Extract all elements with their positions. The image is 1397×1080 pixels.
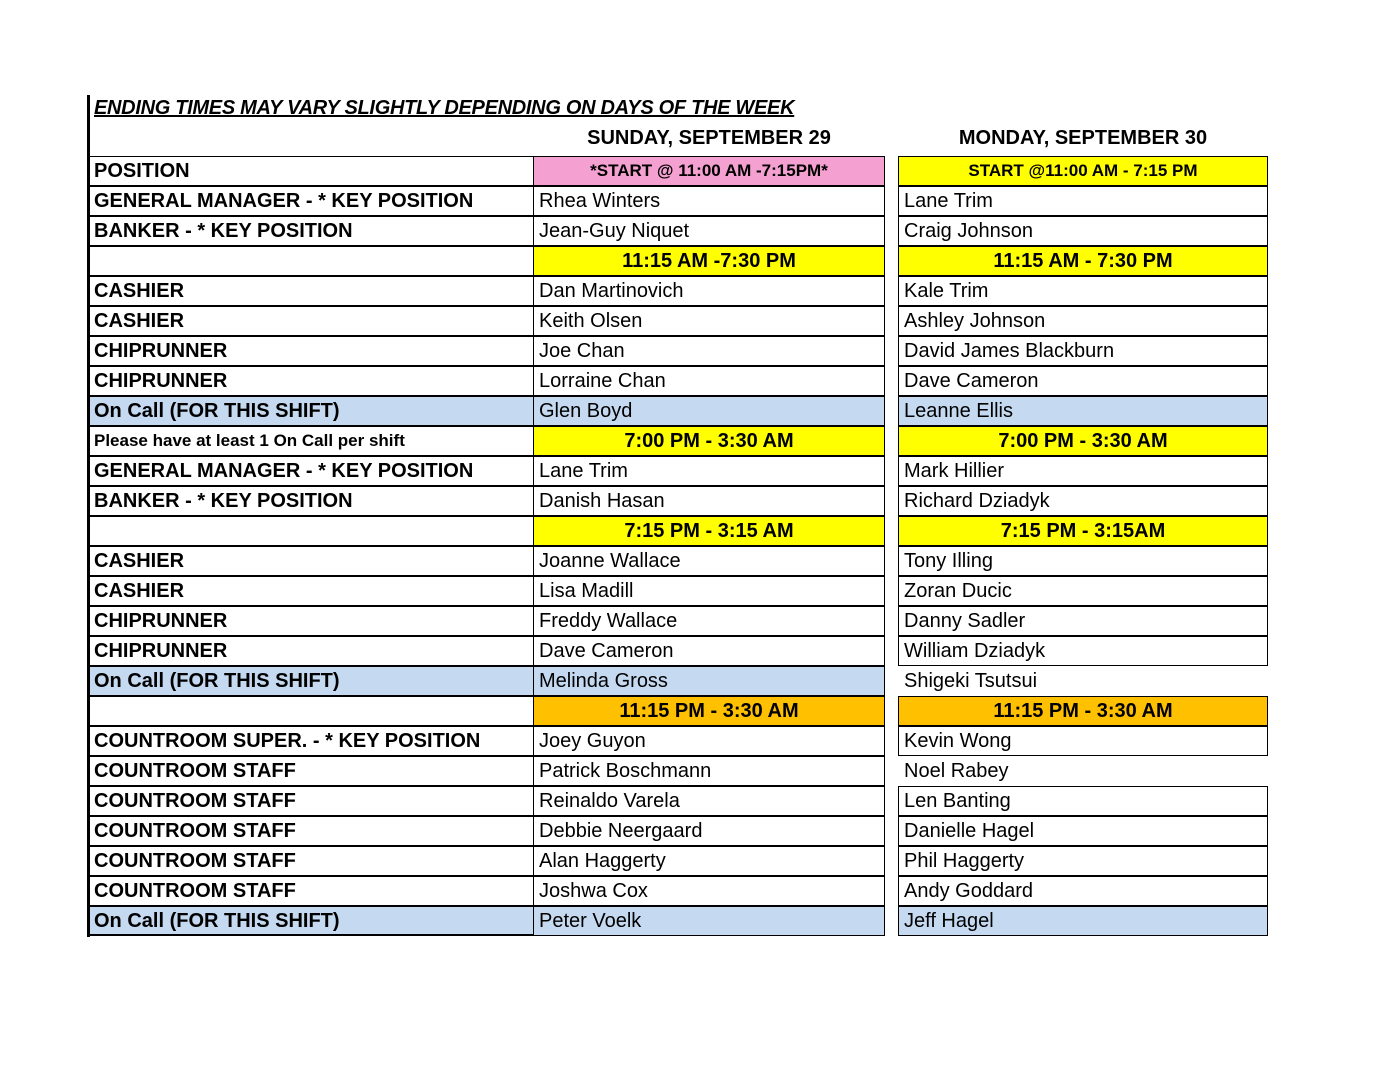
position-cell <box>90 696 534 726</box>
position-cell: GENERAL MANAGER - * KEY POSITION <box>90 456 534 486</box>
sunday-staff-cell: Alan Haggerty <box>533 846 885 876</box>
sunday-staff-cell: Patrick Boschmann <box>533 756 885 786</box>
position-cell: COUNTROOM STAFF <box>90 756 534 786</box>
position-cell: On Call (FOR THIS SHIFT) <box>90 666 534 696</box>
position-cell: CHIPRUNNER <box>90 336 534 366</box>
monday-shift-time: 7:15 PM - 3:15AM <box>898 516 1268 546</box>
sunday-staff-cell: Dan Martinovich <box>533 276 885 306</box>
monday-staff-cell: Phil Haggerty <box>898 846 1268 876</box>
position-cell: COUNTROOM SUPER. - * KEY POSITION <box>90 726 534 756</box>
sunday-shift-time: *START @ 11:00 AM -7:15PM* <box>533 156 885 186</box>
sunday-shift-time: 11:15 PM - 3:30 AM <box>533 696 885 726</box>
monday-staff-cell: Kevin Wong <box>898 726 1268 756</box>
monday-shift-time: 11:15 AM - 7:30 PM <box>898 246 1268 276</box>
sunday-staff-cell: Lisa Madill <box>533 576 885 606</box>
sunday-staff-cell: Freddy Wallace <box>533 606 885 636</box>
position-cell: BANKER - * KEY POSITION <box>90 486 534 516</box>
position-cell: Please have at least 1 On Call per shift <box>90 426 534 456</box>
sunday-shift-time: 7:00 PM - 3:30 AM <box>533 426 885 456</box>
position-cell: POSITION <box>90 156 534 186</box>
sunday-staff-cell: Reinaldo Varela <box>533 786 885 816</box>
monday-staff-cell: Zoran Ducic <box>898 576 1268 606</box>
monday-staff-cell: Richard Dziadyk <box>898 486 1268 516</box>
position-cell <box>90 516 534 546</box>
position-cell: COUNTROOM STAFF <box>90 876 534 906</box>
sunday-staff-cell: Dave Cameron <box>533 636 885 666</box>
sunday-shift-time: 7:15 PM - 3:15 AM <box>533 516 885 546</box>
monday-staff-cell: Tony Illing <box>898 546 1268 576</box>
monday-staff-cell: Len Banting <box>898 786 1268 816</box>
page-title: ENDING TIMES MAY VARY SLIGHTLY DEPENDING ON DAYS OF THE WEEK <box>94 97 795 119</box>
sunday-staff-cell: Joanne Wallace <box>533 546 885 576</box>
sunday-staff-cell: Joshwa Cox <box>533 876 885 906</box>
sunday-staff-cell: Keith Olsen <box>533 306 885 336</box>
sunday-shift-time: 11:15 AM -7:30 PM <box>533 246 885 276</box>
position-cell: On Call (FOR THIS SHIFT) <box>90 906 534 936</box>
position-cell: COUNTROOM STAFF <box>90 786 534 816</box>
sunday-staff-cell: Danish Hasan <box>533 486 885 516</box>
sunday-staff-cell: Debbie Neergaard <box>533 816 885 846</box>
sunday-staff-cell: Lorraine Chan <box>533 366 885 396</box>
monday-staff-cell: Jeff Hagel <box>898 906 1268 936</box>
sunday-staff-cell: Glen Boyd <box>533 396 885 426</box>
monday-staff-cell: Andy Goddard <box>898 876 1268 906</box>
monday-staff-cell: Mark Hillier <box>898 456 1268 486</box>
sunday-staff-cell: Joey Guyon <box>533 726 885 756</box>
monday-staff-cell: William Dziadyk <box>898 636 1268 666</box>
monday-staff-cell: Lane Trim <box>898 186 1268 216</box>
sunday-staff-cell: Lane Trim <box>533 456 885 486</box>
position-cell: COUNTROOM STAFF <box>90 816 534 846</box>
position-cell <box>90 246 534 276</box>
monday-staff-cell: Craig Johnson <box>898 216 1268 246</box>
position-cell: CHIPRUNNER <box>90 636 534 666</box>
monday-staff-cell: Kale Trim <box>898 276 1268 306</box>
position-cell: CHIPRUNNER <box>90 606 534 636</box>
monday-shift-time: START @11:00 AM - 7:15 PM <box>898 156 1268 186</box>
position-cell: CASHIER <box>90 306 534 336</box>
monday-staff-cell: Leanne Ellis <box>898 396 1268 426</box>
position-cell: CASHIER <box>90 576 534 606</box>
monday-staff-cell: Shigeki Tsutsui <box>904 670 1038 692</box>
sunday-staff-cell: Joe Chan <box>533 336 885 366</box>
position-cell: CASHIER <box>90 546 534 576</box>
monday-header: MONDAY, SEPTEMBER 30 <box>958 127 1208 149</box>
monday-staff-cell: David James Blackburn <box>898 336 1268 366</box>
monday-staff-cell: Danny Sadler <box>898 606 1268 636</box>
sunday-staff-cell: Rhea Winters <box>533 186 885 216</box>
sunday-staff-cell: Peter Voelk <box>533 906 885 936</box>
monday-shift-time: 7:00 PM - 3:30 AM <box>898 426 1268 456</box>
monday-staff-cell: Ashley Johnson <box>898 306 1268 336</box>
monday-staff-cell: Danielle Hagel <box>898 816 1268 846</box>
sunday-staff-cell: Melinda Gross <box>533 666 885 696</box>
sunday-header: SUNDAY, SEPTEMBER 29 <box>587 127 831 149</box>
sunday-staff-cell: Jean-Guy Niquet <box>533 216 885 246</box>
monday-staff-cell: Dave Cameron <box>898 366 1268 396</box>
monday-staff-cell: Noel Rabey <box>904 760 1009 782</box>
position-cell: On Call (FOR THIS SHIFT) <box>90 396 534 426</box>
position-cell: BANKER - * KEY POSITION <box>90 216 534 246</box>
monday-shift-time: 11:15 PM - 3:30 AM <box>898 696 1268 726</box>
position-cell: GENERAL MANAGER - * KEY POSITION <box>90 186 534 216</box>
position-cell: CASHIER <box>90 276 534 306</box>
position-cell: COUNTROOM STAFF <box>90 846 534 876</box>
position-cell: CHIPRUNNER <box>90 366 534 396</box>
